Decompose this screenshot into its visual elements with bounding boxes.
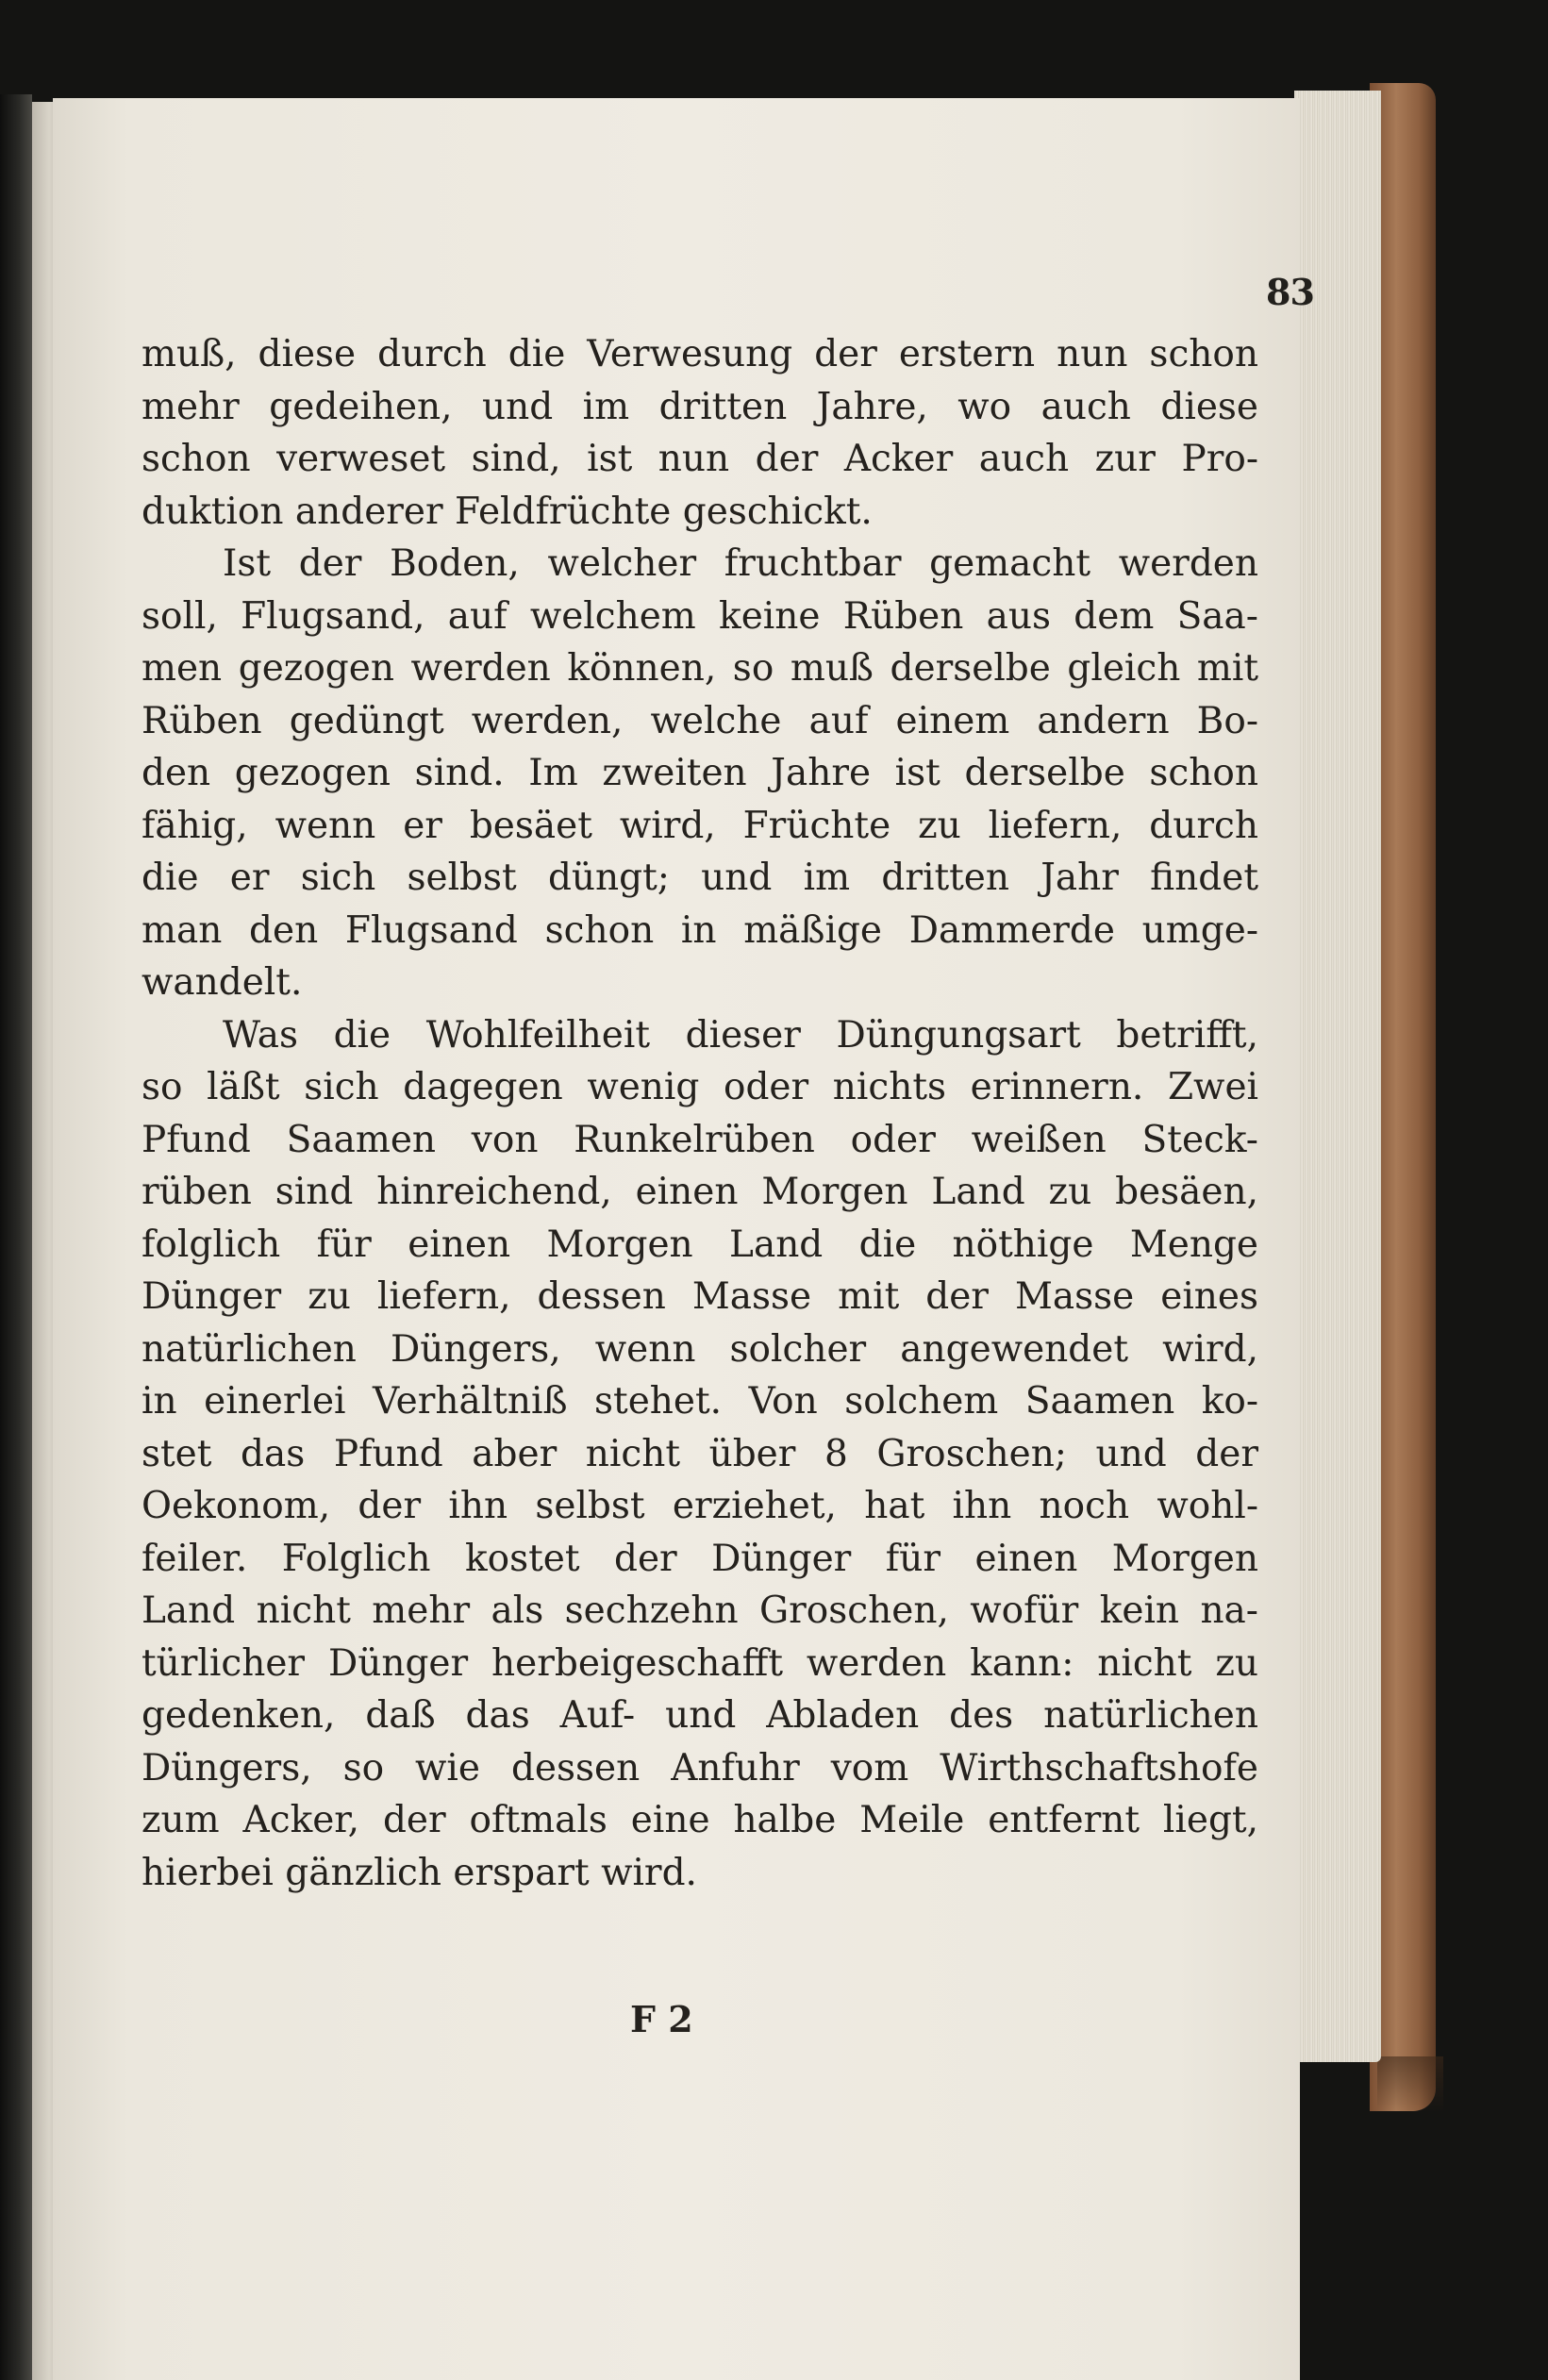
text-line: Dünger zu liefern, dessen Masse mit der Masse eines <box>141 1275 1258 1318</box>
text-line: duktion anderer Feldfrüchte geschickt. <box>141 490 873 533</box>
text-line: folglich für einen Morgen Land die nöthige Menge <box>141 1223 1258 1266</box>
text-line: Pfund Saamen von Runkelrüben oder weißen Steck- <box>141 1118 1258 1161</box>
text-line: men gezogen werden können, so muß derselbe gleich mit <box>141 647 1258 690</box>
text-line: muß, diese durch die Verwesung der erstern nun schon <box>141 333 1258 375</box>
page-stack-edge <box>1294 91 1381 2062</box>
text-line: in einerlei Verhältniß stehet. Von solchem Saamen ko- <box>141 1380 1258 1423</box>
text-line: schon verweset sind, ist nun der Acker auch zur Pro- <box>141 438 1258 480</box>
text-line: Oekonom, der ihn selbst erziehet, hat ihn noch wohl- <box>141 1485 1258 1527</box>
left-book-cover <box>0 94 32 2380</box>
text-line: man den Flugsand schon in mäßige Dammerde umge- <box>141 908 1258 952</box>
text-line: rüben sind hinreichend, einen Morgen Land zu besäen, <box>141 1171 1258 1213</box>
text-line: Was die Wohlfeilheit dieser Düngungsart betrifft, <box>223 1013 1258 1057</box>
text-line: den gezogen sind. Im zweiten Jahre ist derselbe schon <box>141 752 1258 794</box>
text-line: türlicher Dünger herbeigeschafft werden kann: nicht zu <box>141 1641 1258 1685</box>
signature-mark: F 2 <box>630 1998 693 2040</box>
text-line: fähig, wenn er besäet wird, Früchte zu liefern, durch <box>141 804 1258 847</box>
body-text <box>141 328 1258 1899</box>
text-line: Düngers, so wie dessen Anfuhr vom Wirthschaftshofe <box>141 1746 1258 1789</box>
text-line: hierbei gänzlich erspart wird. <box>141 1851 697 1894</box>
text-line: natürlichen Düngers, wenn solcher angewendet wird, <box>141 1327 1258 1371</box>
page-number: 83 <box>1266 271 1314 313</box>
text-line: zum Acker, der oftmals eine halbe Meile entfernt liegt, <box>141 1799 1258 1841</box>
text-line: wandelt. <box>141 961 303 1004</box>
text-line: so läßt sich dagegen wenig oder nichts erinnern. Zwei <box>141 1066 1258 1108</box>
text-line: Ist der Boden, welcher fruchtbar gemacht werden <box>223 542 1258 585</box>
text-line: gedenken, daß das Auf- und Abladen des natürlichen <box>141 1694 1258 1737</box>
text-line: feiler. Folglich kostet der Dünger für einen Morgen <box>141 1537 1258 1580</box>
text-line: Rüben gedüngt werden, welche auf einem andern Bo- <box>141 699 1258 742</box>
text-line: mehr gedeihen, und im dritten Jahre, wo auch diese <box>141 385 1258 428</box>
cover-shadow <box>1377 2056 1443 2113</box>
text-line: die er sich selbst düngt; und im dritten Jahr findet <box>141 857 1258 899</box>
text-line: soll, Flugsand, auf welchem keine Rüben aus dem Saa- <box>141 594 1258 638</box>
text-line: Land nicht mehr als sechzehn Groschen, wofür kein na- <box>141 1589 1258 1632</box>
text-line: stet das Pfund aber nicht über 8 Groschen; und der <box>141 1432 1258 1475</box>
